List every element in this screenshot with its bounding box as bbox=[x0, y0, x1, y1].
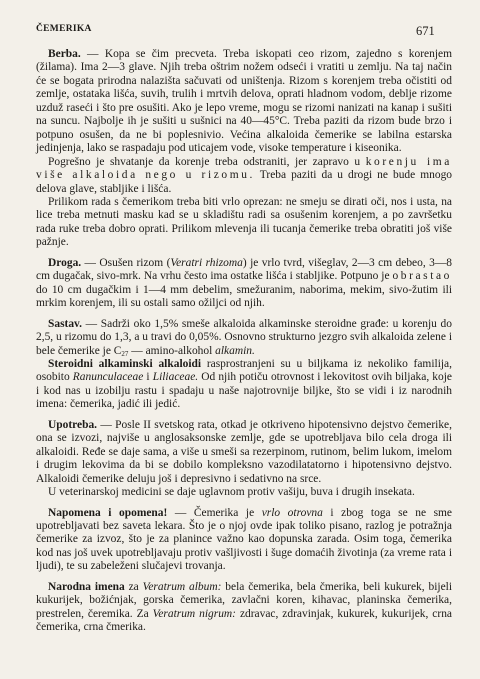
sastav-paragraph: Sastav. — Sadrži oko 1,5% smeše alkaloida alkaminske steroidne građe: u korenju do 2,5, u rizomu do 1,3, a u travi do 0,05%. Osnovno strukturno jezgro svih alkaloida zelene i bele čemerike je $C_{27}$ — amino-alkohol alkamin. bbox=[36, 317, 452, 358]
steroidni-paragraph: Steroidni alkaminski alkaloidi rasprostranjeni su u biljkama iz nekoliko familija, osobito Ranunculaceae i Liliaceae. Od njih potiču otrovnost i lekovitost ovih biljaka, koje i kod nas u izobilju rastu i spadaju u naše najotrovnije biljke, što se vidi i iz narodnih imena: čemerika, jadić ili jedić. bbox=[36, 357, 452, 411]
droga-heading: Droga. bbox=[48, 256, 82, 269]
latin-term: Veratri rhizoma bbox=[170, 256, 243, 269]
napomena-paragraph: Napomena i opomena! — Čemerika je vrlo otrovna i zbog toga se ne sme upotrebljavati bez saveta lekara. Što je o njoj ovde ipak toliko pisano, razlog je potražnja čemerike za izvoz, što je za planince važno kao dopunska zarada. Osim toga, čemerika kod nas još uvek upotrebljavaju protiv vašljivosti i šuge domaćih životinja (za vreme rata i ljudi), te su zabeleženi slučajevi trovanja. bbox=[36, 506, 453, 573]
latin-term: Liliaceae. bbox=[152, 371, 199, 384]
spaced-emphasis: korenju ima više alkaloida nego u rizomu. bbox=[36, 155, 452, 182]
narodna-imena-heading: Narodna imena bbox=[48, 580, 125, 593]
subscript: 27 bbox=[121, 349, 129, 358]
berba-paragraph: Berba. — Kopa se čim precveta. Treba iskopati ceo rizom, zajedno s korenjem (žilama). Ima 2—3 glave. Njih treba oštrim nožem odseći i vratiti u zemlju. Na taj način će se bogata prirodna nalazišta sačuvati od uništenja. Rizom s korenjem treba očistiti od zemlje, ostataka lišća, suvih, trulih i mrtvih delova, oprati hladnom vodom, deblje rizome uzduž raseći i što pre osušiti. Ako je lepo vreme, mogu se rizomi nanizati na kanap i sušiti na suncu. Najbolje ih je sušiti u sušnici na 40—45°C. Treba paziti da rizom bude brzo i potpuno osušen, da ne bi poplesnivio. Većina alkaloida čemerike se labilna estarska jedinjenja, lako se raspadaju pod uticajem vode, visoke temperature i kiseonika. bbox=[36, 48, 453, 155]
berba-text: Kopa se čim precveta. Treba iskopati ceo rizom, zajedno s korenjem (žilama). Ima 2—3 glave. Njih treba oštrim nožem odseći i vratiti u zemlju. Na taj način će se bogata prirodna nalazišta sačuvati od uništenja. Rizom s korenjem treba očistiti od zemlje, ostataka lišća, suvih, trulih i mrtvih delova, oprati hladnom vodom, deblje rizome uzduž raseći i što pre osušiti. Ako je lepo vreme, mogu se rizomi nanizati na kanap i sušiti na suncu. Najbolje ih je sušiti u sušnici na 40—45°C. Treba paziti da rizom bude brzo i potpuno osušen, da ne bi poplesnivio. Većina alkaloida čemerike se labilna estarska jedinjenja, lako se raspadaju pod uticajem vode, visoke temperature i kiseonika. bbox=[36, 48, 453, 155]
droga-paragraph: Droga. — Osušen rizom (Veratri rhizoma) je vrlo tvrd, višeglav, 2—3 cm debeo, 3—8 cm dugačak, sivo-mrk. Na vrhu često ima ostatke lišća i stabljike. Potpuno je obrastao do 10 cm dugačkim i 1—4 mm debelim, smežuranim, naborima, mekim, sivo-žutim ili mrkim korenjem, ili su ostali samo ožiljci od njih. bbox=[36, 256, 452, 310]
berba-heading: Berba. bbox=[48, 48, 81, 60]
latin-term: Ranunculaceae bbox=[72, 371, 144, 384]
latin-term: Veratrum album: bbox=[142, 580, 222, 593]
napomena-heading: Napomena i opomena! bbox=[48, 506, 168, 519]
latin-term: Veratrum nigrum: bbox=[152, 607, 236, 620]
page-number: 671 bbox=[416, 24, 435, 38]
spaced-emphasis: obrastao bbox=[392, 270, 452, 283]
narodna-imena-paragraph: Narodna imena za Veratrum album: bela čemerika, bela čmerika, beli kukurek, bijeli kukurijek, božićnjak, gorska čemerika, zavlačni koren, kihavac, planinska čemerika, prestrelen, čeremika. Za Veratrum nigrum: zdravac, zdravinjak, kukurek, kukurijek, crna čemerika, crna čmerika. bbox=[36, 580, 453, 634]
sastav-heading: Sastav. bbox=[48, 317, 83, 330]
veterinarska-paragraph: U veterinarskoj medicini se daje uglavnom protiv vašiju, buva i drugih insekata. bbox=[48, 486, 415, 499]
upotreba-paragraph: Upotreba. — Posle II svetskog rata, otkad je otkriveno hipotensivno dejstvo čemerike, ona se izvozi, najviše u anglosaksonske zemlje, gde se upotrebljava bilo cela droga ili alkaloidi. Ređe se daje sama, a više u smeši sa rezerpinom, rutinom, belim lukom, imelom i drugim lekovima da bi se dobilo kompleksno vazodilatatorno i hipotensivno dejstvo. Alkaloidi čemerike deluju još i depresivno i sedativno na srce. bbox=[36, 418, 452, 485]
berba-oprez-paragraph: Prilikom rada s čemerikom treba biti vrlo oprezan: ne smeju se dirati oči, nos i usta, na lice treba metnuti masku kad se u skladištu radi sa osušenim korenjem, a po završetku rada ruke treba dobro oprati. Prilikom mlevenja ili tucanja čemerike treba obratiti još više pažnje. bbox=[36, 195, 452, 249]
berba-korenje-paragraph: Pogrešno je shvatanje da korenje treba odstraniti, jer zapravo u korenju ima više alkaloida nego u rizomu. Treba paziti da u drogi ne bude mnogo delova glave, stabljike i lišća. bbox=[36, 155, 453, 195]
upotreba-heading: Upotreba. bbox=[48, 418, 98, 431]
italic-term: alkamin. bbox=[215, 344, 255, 357]
italic-emphasis: vrlo otrovna bbox=[261, 506, 323, 519]
page-body bbox=[36, 48, 452, 635]
running-head: ČEMERIKA bbox=[36, 24, 92, 34]
steroidni-heading: Steroidni alkaminski alkaloidi bbox=[48, 357, 202, 370]
